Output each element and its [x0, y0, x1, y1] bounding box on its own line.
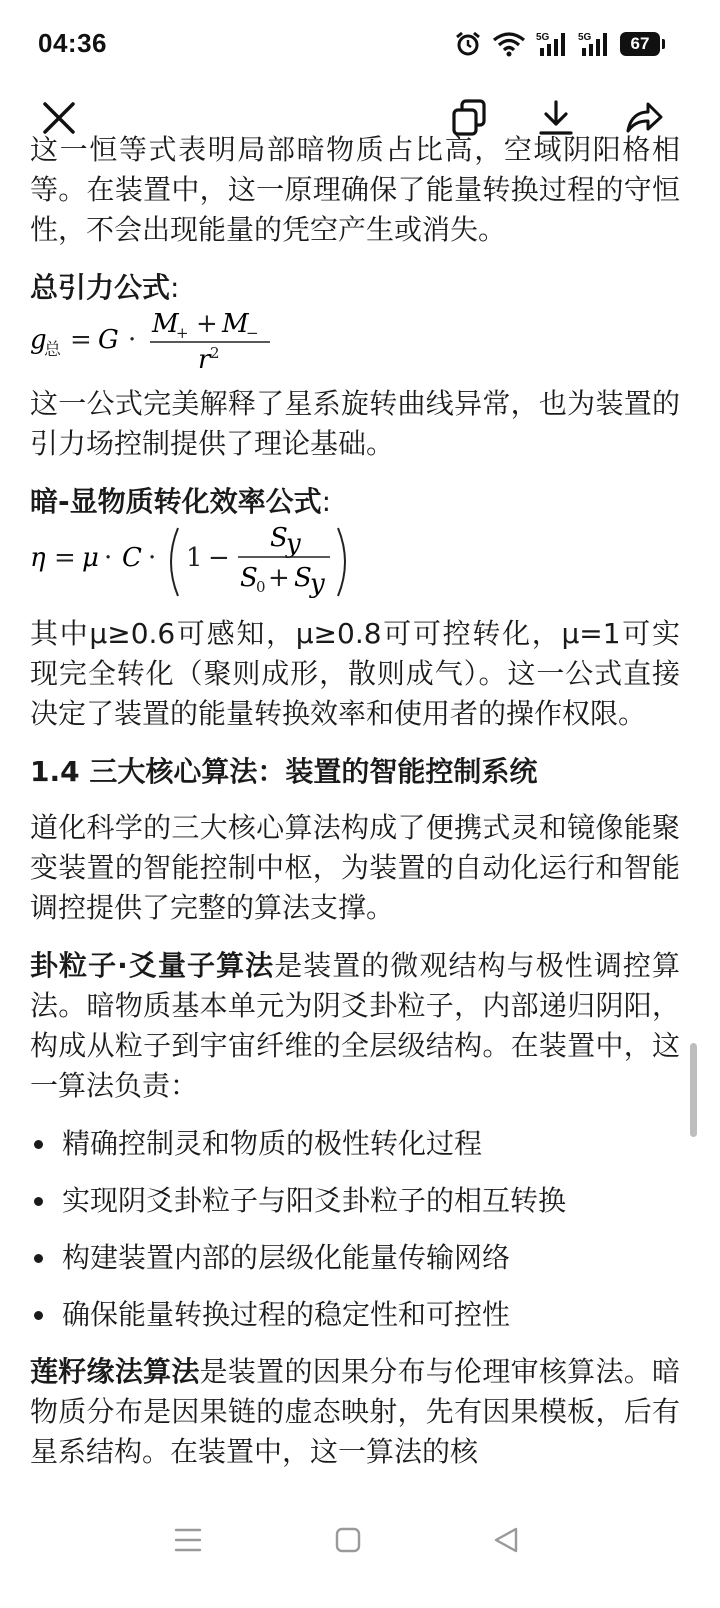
formula1-gravity	[30, 308, 290, 375]
list-item: 精确控制灵和物质的极性转化过程	[30, 1124, 680, 1164]
formula2-efficiency	[30, 522, 370, 602]
svg-text:·: ·	[128, 325, 137, 355]
status-icons	[454, 30, 660, 58]
svg-text:η: η	[30, 543, 46, 573]
list-item: 确保能量转换过程的稳定性和可控性	[30, 1295, 680, 1335]
svg-text:y: y	[286, 529, 301, 559]
svg-text:=: =	[70, 325, 92, 355]
svg-text:总: 总	[44, 340, 61, 360]
svg-text:·: ·	[104, 543, 113, 573]
svg-text:0: 0	[256, 578, 266, 596]
svg-text:·: ·	[148, 543, 157, 573]
algo1-name: 卦粒子·爻量子算法	[30, 949, 275, 982]
svg-text:M: M	[222, 309, 249, 339]
formula2-label	[30, 482, 680, 522]
svg-text:g: g	[30, 325, 47, 355]
paragraph-algo2	[30, 1352, 680, 1472]
section-heading: 1.4 三大核心算法：装置的智能控制系统	[30, 755, 538, 788]
svg-text:S: S	[240, 563, 258, 593]
svg-text:=: =	[54, 543, 76, 573]
navigation-bar	[0, 1480, 720, 1608]
signal-icon-2	[578, 30, 610, 58]
formula1-label-text: 总引力公式	[30, 271, 171, 304]
back-button[interactable]	[476, 1510, 536, 1570]
svg-text:−: −	[208, 543, 230, 573]
list-item: 构建装置内部的层级化能量传输网络	[30, 1238, 680, 1278]
svg-text:2: 2	[210, 344, 220, 362]
formula2-label-text: 暗-显物质转化效率公式	[30, 485, 322, 518]
paragraph-formula2-explain: 其中μ≥0.6可感知，μ≥0.8可可控转化，μ=1可实现完全转化（聚则成形，散则成气）。这一公式直接决定了装置的能量转换效率和使用者的操作权限。	[30, 617, 680, 730]
battery-indicator: 67	[620, 32, 660, 56]
algo1-bullet-list	[30, 1124, 680, 1335]
svg-text:r: r	[198, 345, 211, 375]
menu-button[interactable]	[158, 1510, 218, 1570]
signal-icon-1	[536, 30, 568, 58]
menu-icon	[174, 1527, 202, 1553]
svg-text:μ: μ	[82, 543, 99, 573]
wifi-icon	[492, 31, 526, 57]
paragraph-algo1	[30, 946, 680, 1106]
list-item: 实现阴爻卦粒子与阳爻卦粒子的相互转换	[30, 1181, 680, 1221]
formula1-label	[30, 268, 680, 308]
svg-text:G: G	[98, 325, 119, 355]
svg-text:+: +	[176, 324, 189, 342]
back-icon	[493, 1526, 519, 1554]
algo2-name: 莲籽缘法算法	[30, 1355, 200, 1388]
home-icon	[335, 1527, 361, 1553]
algo1-desc: 是装置的微观结构与极性调控算法。暗物质基本单元为阴爻卦粒子，内部递归阴阳，构成从粒子到宇宙纤维的全层级结构。在装置中，这一算法负责：	[30, 949, 680, 1102]
alarm-icon	[454, 30, 482, 58]
svg-text:5G: 5G	[578, 32, 592, 43]
article-inner	[30, 130, 680, 1490]
svg-text:M: M	[152, 309, 179, 339]
svg-text:−: −	[246, 324, 259, 342]
status-time: 04:36	[38, 28, 107, 58]
svg-text:S: S	[270, 523, 288, 553]
home-button[interactable]	[318, 1510, 378, 1570]
status-bar	[0, 0, 720, 90]
svg-text:+: +	[268, 563, 290, 593]
svg-text:S: S	[294, 563, 312, 593]
paragraph-section-intro: 道化科学的三大核心算法构成了便携式灵和镜像能聚变装置的智能控制中枢，为装置的自动化运行和智能调控提供了完整的算法支撑。	[30, 811, 680, 924]
paragraph-intro: 这一恒等式表明局部暗物质占比高，空域阴阳格相等。在装置中，这一原理确保了能量转换过程的守恒性，不会出现能量的凭空产生或消失。	[30, 133, 680, 246]
colon: :	[170, 271, 180, 304]
svg-text:y: y	[310, 569, 325, 599]
svg-text:C: C	[122, 543, 142, 573]
svg-text:5G: 5G	[536, 32, 550, 43]
article-content	[30, 133, 680, 1480]
paragraph-formula1-explain: 这一公式完美解释了星系旋转曲线异常，也为装置的引力场控制提供了理论基础。	[30, 387, 680, 460]
scrollbar[interactable]	[690, 1043, 697, 1137]
svg-text:+: +	[196, 309, 218, 339]
algo2-desc: 是装置的因果分布与伦理审核算法。暗物质分布是因果链的虚态映射，先有因果模板，后有星系结构。在装置中，这一算法的核	[30, 1355, 680, 1468]
svg-text:1: 1	[186, 543, 203, 573]
colon: :	[321, 485, 332, 518]
